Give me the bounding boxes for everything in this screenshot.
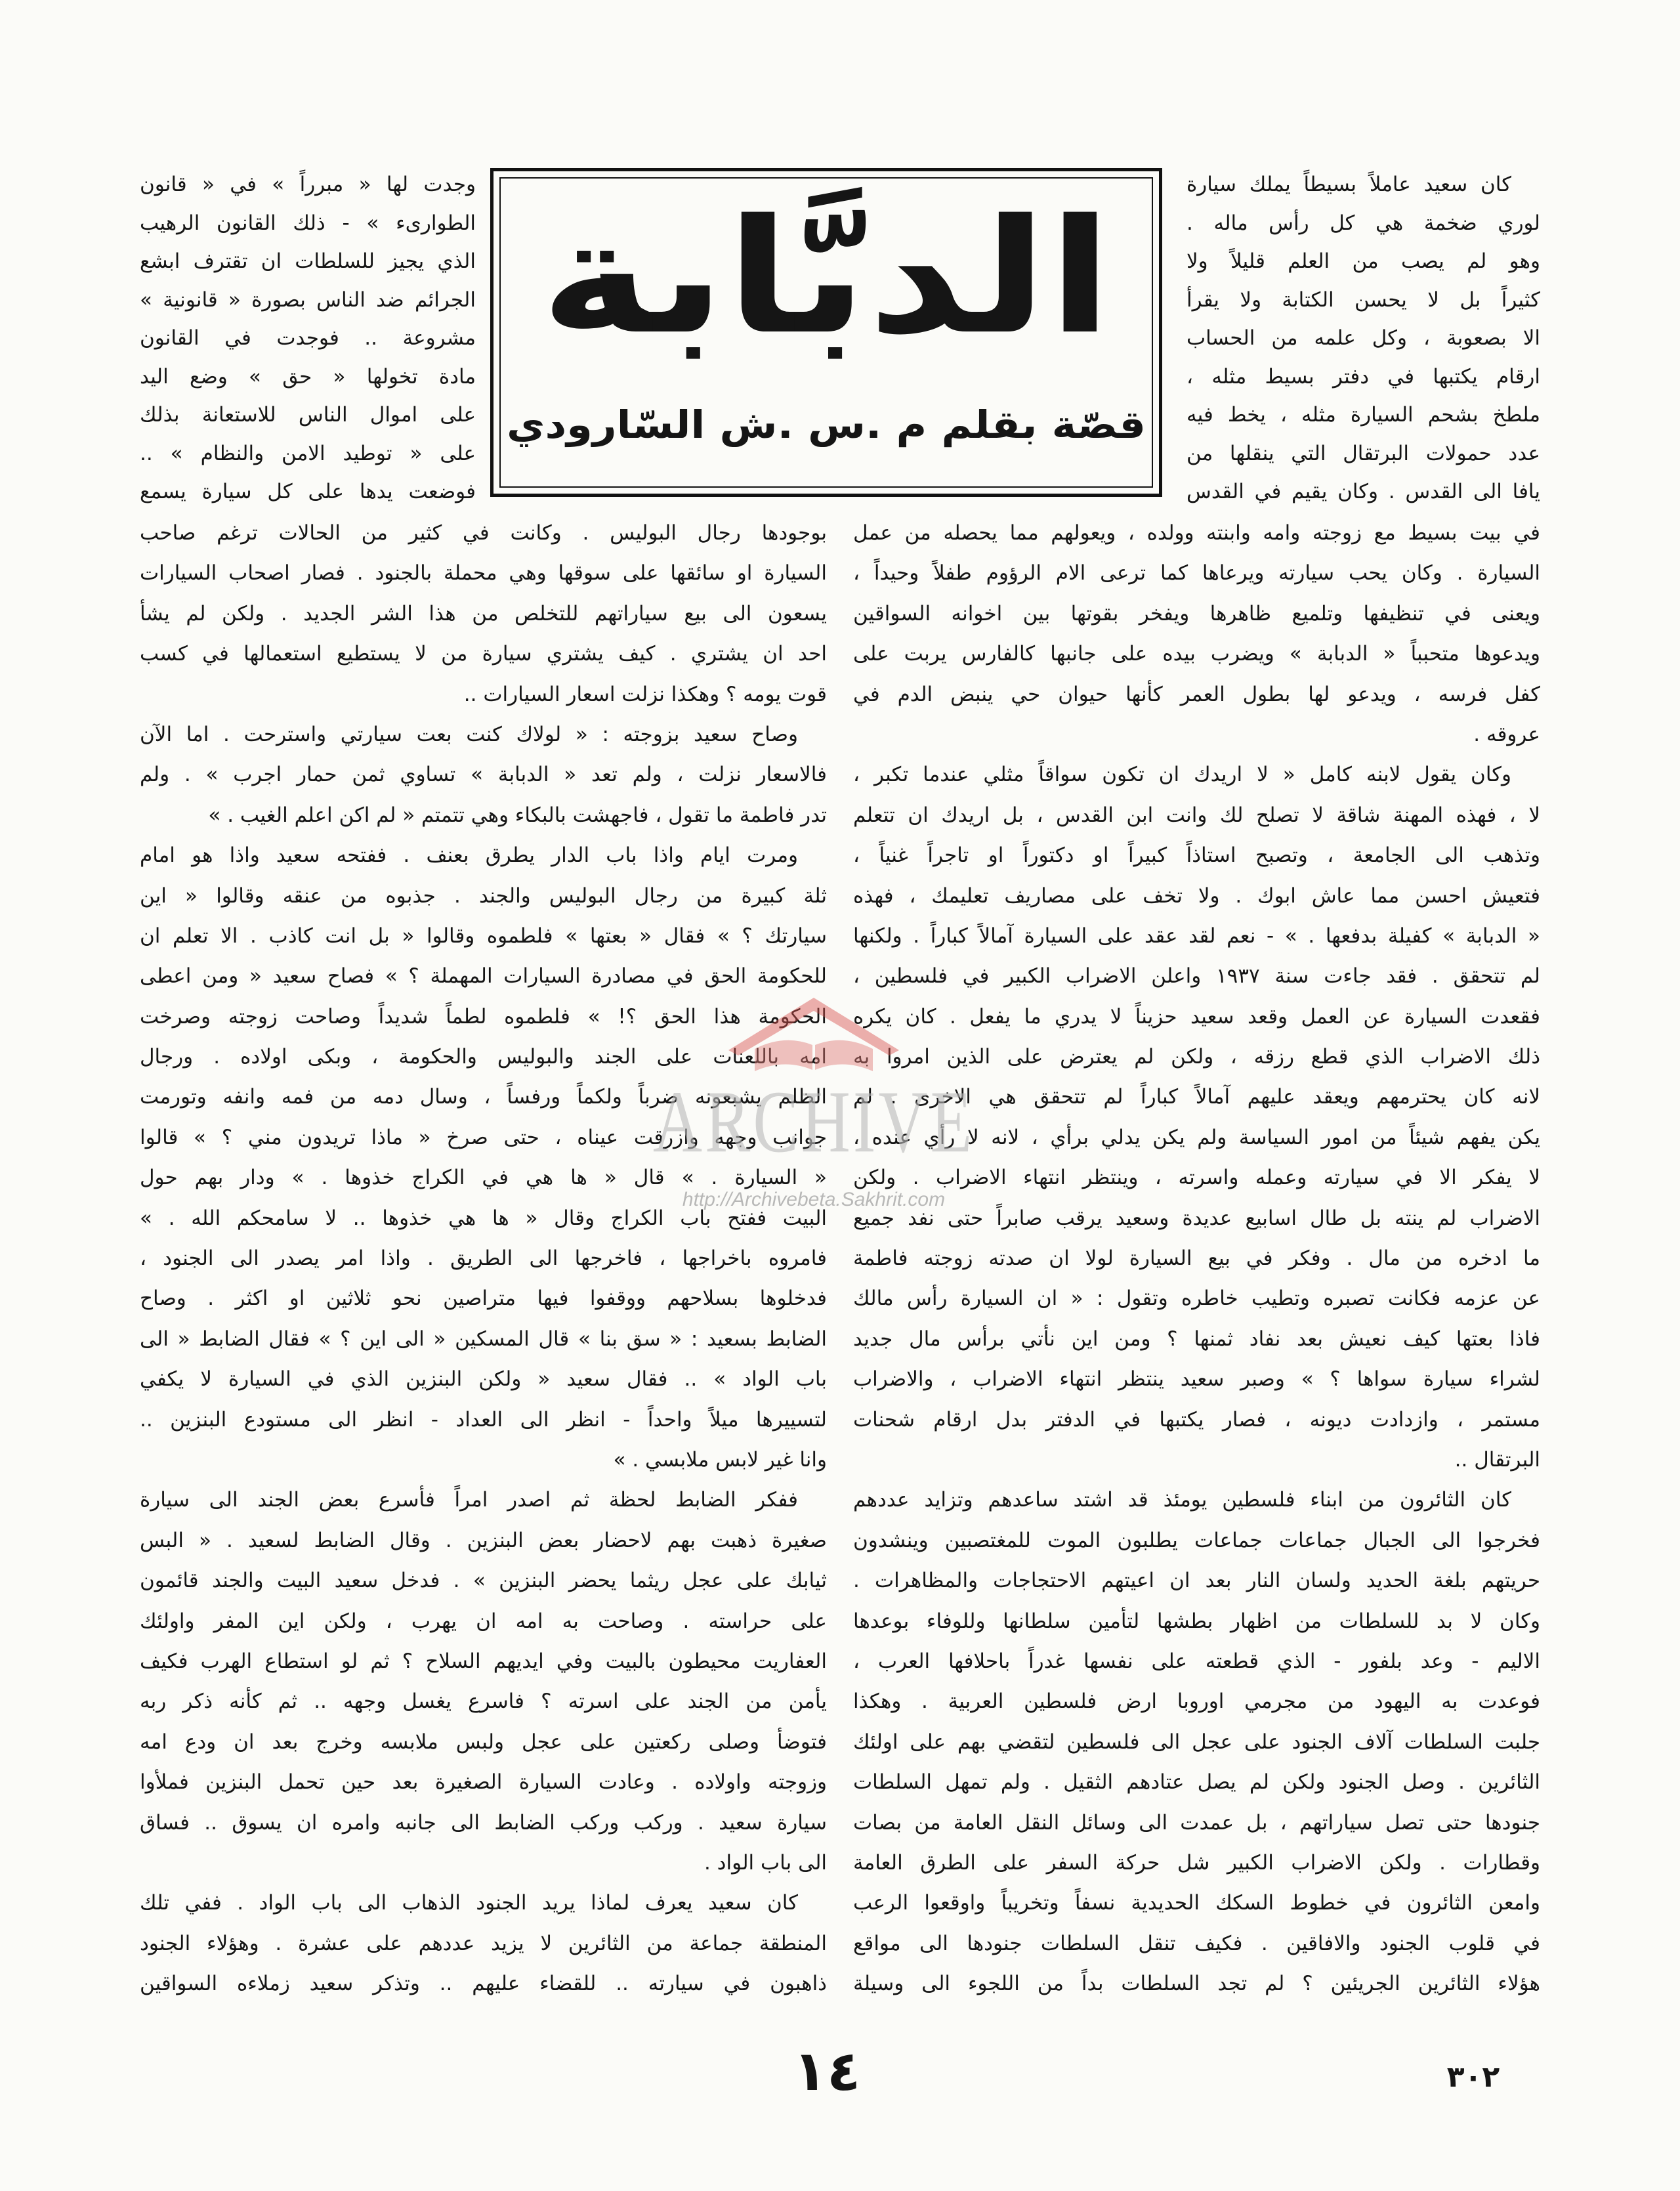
paragraph <box>1186 165 1540 511</box>
text-line: بوجودها رجال البوليس . وكانت في كثير من الحالات ترغم صاحب <box>140 521 827 545</box>
text-line: ملطخ بشحم السيارة مثله ، يخط فيه <box>1186 403 1540 427</box>
text-line: لوري ضخمة هي كل رأس ماله . <box>1186 211 1540 235</box>
paragraph <box>140 1480 827 1883</box>
watermark-url: http://Archivebeta.Sakhrit.com <box>682 1189 946 1210</box>
text-line: على اموال الناس للاستعانة بذلك <box>140 403 476 427</box>
paragraph <box>853 1480 1540 2004</box>
text-line: البرتقال .. <box>1454 1447 1540 1472</box>
paragraph <box>140 1883 827 2004</box>
text-line: الضابط بسعيد : « سق بنا » قال المسكين « الى اين ؟ » فقال الضابط « الى <box>140 1327 827 1351</box>
text-line: في قلوب الجنود والافاقين . فكيف تنقل السلطات جنودها الى مواقع <box>853 1931 1540 1955</box>
text-line: على « توطيد الامن والنظام » .. <box>140 441 476 465</box>
text-line: لا يفكر الا في سيارته وعمله واسرته ، وينتظر انتهاء الاضراب . ولكن <box>853 1166 1540 1190</box>
text-line: صغيرة ذهبت بهم لاحضار بعض البنزين . وقال الضابط لسعيد . « البس <box>140 1528 827 1552</box>
text-line: الطوارىء » - ذلك القانون الرهيب <box>140 211 476 235</box>
paragraph <box>853 513 1540 755</box>
text-line: وصاح سعيد بزوجته : « لولاك كنت بعت سيارتي واسترحت . اما الآن <box>140 722 798 746</box>
text-line: ثلة كبيرة من رجال البوليس والجند . جذبوه من عنقه وقالوا « اين <box>140 883 827 908</box>
text-line: يافا الى القدس . وكان يقيم في القدس <box>1186 480 1540 503</box>
text-line: سيارتك ؟ » فقال « بعتها » فلطموه وقالوا « بل انت كاذب . الا تعلم ان <box>140 924 827 948</box>
text-line: وزوجته واولاده . وعادت السيارة الصغيرة بعد حين تحمل البنزين فملأوا <box>140 1770 827 1795</box>
text-line: فقعدت السيارة عن العمل وقعد سعيد حزيناً لا يدري ما يفعل . كان يكره <box>853 1004 1540 1029</box>
text-line: يسعون الى بيع سياراتهم للتخلص من هذا الشر الجديد . ولكن لم يشأ <box>140 601 827 626</box>
text-line: مستمر ، وازدادت ديونه ، فصار يكتبها في الدفتر بدل ارقام شحنات <box>853 1407 1540 1432</box>
text-line: الثائرين . وصل الجنود ولكن لم يصل عتادهم الثقيل . ولم تمهل السلطات <box>853 1770 1540 1795</box>
text-line: ففكر الضابط لحظة ثم اصدر امراً فأسرع بعض الجند الى سيارة <box>140 1488 798 1512</box>
text-line: كان سعيد يعرف لماذا يريد الجنود الذهاب الى باب الواد . ففي تلك <box>140 1891 798 1915</box>
text-line: للحكومة الحق في مصادرة السيارات المهملة ؟ » فصاح سعيد « ومن اعطى <box>140 964 827 989</box>
text-line: ذاهبون في سيارته .. للقضاء عليهم .. وتذكر سعيد زملاءه السواقين <box>140 1972 827 1996</box>
text-line: لا ، فهذه المهنة شاقة لا تصلح لك وانت ابن القدس ، بل اريدك ان تتعلم <box>853 803 1540 827</box>
text-line: « السيارة . » قال « ها هي في الكراج خذوها . » ودار بهم حول <box>140 1166 827 1190</box>
story-title-frame <box>499 177 1153 488</box>
text-line: لتسييرها ميلاً واحداً - انظر الى العداد - انظر الى مستودع البنزين .. <box>140 1407 827 1432</box>
text-line: فتعيش احسن مما عاش ابوك . ولا تخف على مصاريف تعليمك ، فهذه <box>853 883 1540 908</box>
text-line: فدخلوها بسلاحهم ووقفوا فيها متراصين نحو ثلاثين او اكثر . وصاح <box>140 1287 827 1311</box>
paragraph <box>853 755 1540 1480</box>
text-line: المنطقة جماعة من الثائرين لا يزيد عددهم على عشرة . وهؤلاء الجنود <box>140 1931 827 1955</box>
text-line: يكن يفهم شيئاً من امور السياسة ولم يكن يدلي برأي ، لانه لا رأي عنده ، <box>853 1125 1540 1149</box>
text-line: في بيت بسيط مع زوجته وامه وابنته وولده ، ويعولهم مما يحصله من عمل <box>853 521 1540 545</box>
story-title: الدبَّابة <box>539 185 1113 369</box>
text-line: الى باب الواد . <box>704 1850 827 1875</box>
text-line: وامعن الثائرون في خطوط السكك الحديدية نسفاً وتخريباً واوقعوا الرعب <box>853 1891 1540 1915</box>
text-line: وتذهب الى الجامعة ، وتصبح استاذاً كبيراً او دكتوراً او تاجراً غنياً ، <box>853 843 1540 868</box>
text-line: فالاسعار نزلت ، ولم تعد « الدبابة » تساوي ثمن حمار اجرب » . ولم <box>140 763 827 787</box>
text-line: لانه كان يحترمهم ويعقد عليهم آمالاً كباراً لم تتحقق هي الاخرى . لم <box>853 1085 1540 1109</box>
text-line: ويدعوها متحبباً « الدبابة » ويضرب بيده على جانبها كالفارس يربت على <box>853 642 1540 666</box>
text-line: وكان يقول لابنه كامل « لا اريدك ان تكون سواقاً مثلي عندما تكبر ، <box>853 763 1511 787</box>
text-line: تدر فاطمة ما تقول ، فاجهشت بالبكاء وهي تتمتم « لم اكن اعلم الغيب . » <box>208 803 827 827</box>
text-line: فاذا بعتها كيف نعيش بعد نفاد ثمنها ؟ ومن اين نأتي برأس مال جديد <box>853 1327 1540 1351</box>
text-line: العفاريت محيطون بالبيت وفي ايديهم السلاح ؟ ثم لو استطاع الهرب فكيف <box>140 1649 827 1673</box>
text-line: كفل فرسه ، ويدعو لها بطول العمر كأنها حيوان حي ينبض الدم في <box>853 682 1540 706</box>
column-left-top <box>140 165 476 511</box>
paragraph <box>140 165 476 511</box>
text-line: البيت ففتح باب الكراج وقال « ها هي خذوها .. لا سامحكم الله . » <box>140 1206 827 1230</box>
text-line: ذلك الاضراب الذي قطع رزقه ، ولكن لم يعترض على الذين امروا به <box>853 1045 1540 1069</box>
text-line: احد ان يشتري . كيف يشتري سيارة من لا يستطيع استعمالها في كسب <box>140 642 827 666</box>
page-number: ١٤ <box>793 2039 861 2103</box>
text-line: فتوضأ وصلى ركعتين على عجل ولبس ملابسه وخرج بعد ان ودع امه <box>140 1730 827 1754</box>
text-line: لشراء سيارة سواها ؟ » وصبر سعيد ينتظر انتهاء الاضراب ، والاضراب <box>853 1367 1540 1392</box>
text-line: جلبت السلطات آلاف الجنود على عجل الى فلسطين لتقضي بهم على اولئك <box>853 1730 1540 1754</box>
text-line: سيارة سعيد . وركب وركب الضابط الى جانبه وامره ان يسوق .. فساق <box>140 1810 827 1835</box>
text-line: السيارة . وكان يحب سيارته ويرعاها كما ترعى الام الرؤوم طفلاً وحيداً ، <box>853 561 1540 585</box>
text-line: الاضراب لم ينته بل طال اسابيع عديدة وسعيد يرقب صابراً حتى نفد جميع <box>853 1206 1540 1230</box>
column-right-top <box>1186 165 1540 511</box>
text-line: لم تتحقق . فقد جاءت سنة ١٩٣٧ واعلن الاضراب الكبير في فلسطين ، <box>853 964 1540 989</box>
text-line: هؤلاء الثائرين الجريئين ؟ لم تجد السلطات بداً من اللجوء الى وسيلة <box>853 1972 1540 1996</box>
story-byline: قصّة بقلم م .س .ش السّارودي <box>507 402 1146 447</box>
text-line: ارقام يكتبها في دفتر بسيط مثله ، <box>1186 364 1540 389</box>
watermark-text: ARCHIVE <box>652 1073 975 1172</box>
text-line: عدد حمولات البرتقال التي ينقلها من <box>1186 441 1540 465</box>
paragraph <box>140 715 827 836</box>
story-title-box <box>490 168 1162 497</box>
folio-number: ٣٠٢ <box>1446 2060 1500 2094</box>
text-line: وكان لا بد للسلطات من اظهار بطشها لتأمين سلطانها وللوفاء بوعدها <box>853 1609 1540 1633</box>
text-line: مشروعة .. فوجدت في القانون <box>140 326 476 350</box>
text-line: باب الواد » .. فقال سعيد « ولكن البنزين الذي في السيارة لا يكفي <box>140 1367 827 1392</box>
text-line: عن عزمه فكانت تصبره وتطيب خاطره وتقول : « ان السيارة رأس مالك <box>853 1287 1540 1311</box>
text-line: ثيابك على عجل ريثما يحضر البنزين » . فدخل سعيد البيت والجند قائمون <box>140 1569 827 1593</box>
text-line: وجدت لها « مبرراً » في « قانون <box>140 173 476 196</box>
text-line: وانا غير لابس ملابسي . » <box>613 1447 827 1472</box>
text-line: الذي يجيز للسلطات ان تقترف ابشع <box>140 249 476 273</box>
column-left-bottom <box>140 513 827 2004</box>
column-right-bottom <box>853 513 1540 2004</box>
paragraph <box>140 513 827 715</box>
text-line: ما ادخره من مال . وفكر في بيع السيارة لولا ان صدته زوجته فاطمة <box>853 1246 1540 1271</box>
text-line: الا بصعوبة ، وكل علمه من الحساب <box>1186 326 1540 350</box>
text-line: « الدبابة » كفيلة بدفعها . » - نعم لقد عقد على السيارة آمالاً كباراً . ولكنها <box>853 924 1540 948</box>
text-line: الظلم يشبعونه ضرباً ولكماً ورفساً ، وسال دمه من فمه وانفه وتورمت <box>140 1085 827 1109</box>
text-line: وهو لم يصب من العلم قليلاً ولا <box>1186 249 1540 273</box>
text-line: وقطارات . ولكن الاضراب الكبير شل حركة السفر على الطرق العامة <box>853 1850 1540 1875</box>
text-line: مادة تخولها « حق » وضع اليد <box>140 364 476 389</box>
paragraph <box>140 836 827 1480</box>
text-line: كثيراً بل لا يحسن الكتابة ولا يقرأ <box>1186 287 1540 312</box>
text-line: عروقه . <box>1473 722 1540 746</box>
text-line: السيارة او سائقها على سوقها وهي محملة بالجنود . فصار اصحاب السيارات <box>140 561 827 585</box>
text-line: حريتهم بلغة الحديد ولسان النار بعد ان اعيتهم الاحتجاجات والمظاهرات . <box>853 1569 1540 1593</box>
text-line: ومرت ايام واذا باب الدار يطرق بعنف . ففتحه سعيد واذا هو امام <box>140 843 798 868</box>
text-line: الاليم - وعد بلفور - الذي قطعته على نفسها غدراً باحلافها العرب ، <box>853 1649 1540 1673</box>
text-line: يأمن من الجند على اسرته ؟ فاسرع يغسل وجهه .. ثم كأنه ذكر ربه <box>140 1690 827 1714</box>
text-line: الجرائم ضد الناس بصورة « قانونية » <box>140 287 476 312</box>
text-line: كان الثائرون من ابناء فلسطين يومئذ قد اشتد ساعدهم وتزايد عددهم <box>853 1488 1511 1512</box>
text-line: ويعنى في تنظيفها وتلميع ظاهرها ويفخر بقوتها بين اخوانه السواقين <box>853 601 1540 626</box>
text-line: فخرجوا الى الجبال جماعات جماعات يطلبون الموت للمغتصبين وينشدون <box>853 1528 1540 1552</box>
text-line: على حراسته . وصاحت به امه ان يهرب ، ولكن اين المفر واولئك <box>140 1609 827 1633</box>
text-line: جوانب وجهه وازرقت عيناه ، حتى صرخ « ماذا تريدون مني ؟ » قالوا <box>140 1125 827 1149</box>
text-line: فوضعت يدها على كل سيارة يسمع <box>140 480 476 503</box>
text-line: قوت يومه ؟ وهكذا نزلت اسعار السيارات .. <box>463 682 827 706</box>
text-line: الحكومة هذا الحق ؟! » فلطموه لطماً شديداً وصاحت زوجته وصرخت <box>140 1004 827 1029</box>
text-line: امه باللعنات على الجند والبوليس والحكومة ، وبكى اولاده . ورجال <box>140 1045 827 1069</box>
text-line: فوعدت به اليهود من مجرمي اوروبا ارض فلسطين العربية . وهكذا <box>853 1690 1540 1714</box>
text-line: كان سعيد عاملاً بسيطاً يملك سيارة <box>1186 173 1511 196</box>
text-line: فامروه باخراجها ، فاخرجها الى الطريق . واذا امر يصدر الى الجنود ، <box>140 1246 827 1271</box>
text-line: جنودها حتى تصل سياراتهم ، بل عمدت الى وسائل النقل العامة من بصات <box>853 1810 1540 1835</box>
